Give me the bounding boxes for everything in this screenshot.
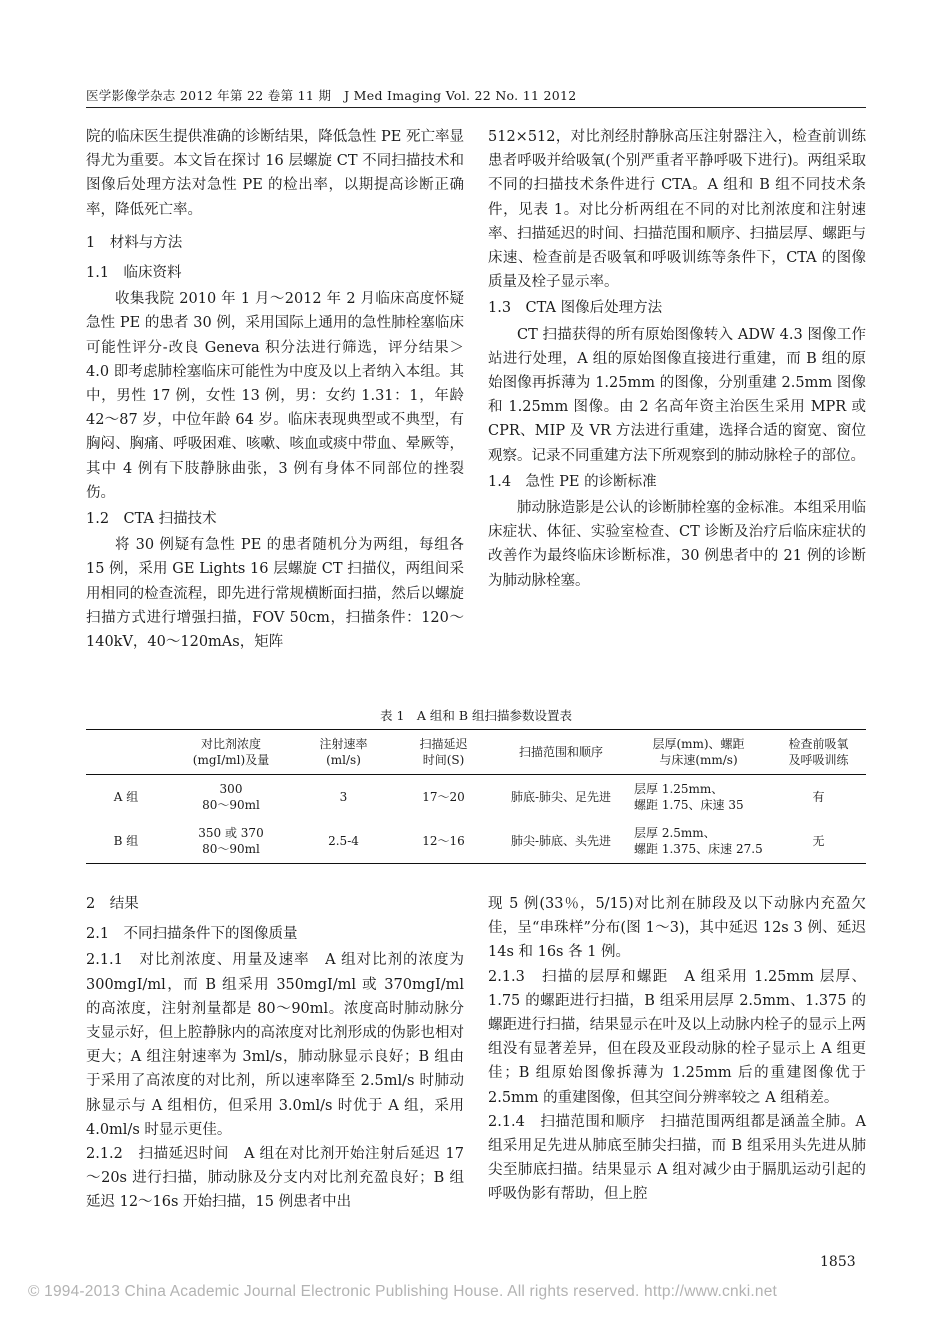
table-cell: B 组 xyxy=(113,834,139,848)
subsection-heading: 1.4 急性 PE 的诊断标准 xyxy=(488,473,657,490)
left-column-bottom xyxy=(86,892,464,1215)
table-cell: 层厚 1.25mm、 螺距 1.75、床速 35 xyxy=(634,782,744,812)
section-heading: 2 结果 xyxy=(86,896,139,912)
table-cell: 350 或 370 80～90ml xyxy=(198,826,264,856)
section-heading: 1 材料与方法 xyxy=(86,234,183,251)
table-header-cell xyxy=(86,730,166,775)
table-cell: 17～20 xyxy=(422,790,465,804)
subsection-heading: 1.2 CTA 扫描技术 xyxy=(86,511,217,528)
table-cell: 3 xyxy=(339,790,348,804)
scan-parameter-table xyxy=(86,729,866,864)
paragraph: 肺动脉造影是公认的诊断肺栓塞的金标准。本组采用临床症状、体征、实验室检查、CT 诊断及治疗后临床症状的改善作为最终临床诊断标准，30 例患者中的 21 例的诊断为肺动脉栓塞。 xyxy=(488,500,866,589)
table-cell: A 组 xyxy=(113,790,139,804)
right-column-bottom xyxy=(488,892,866,1207)
table-header-cell: 检查前吸氧 及呼吸训练 xyxy=(788,737,849,767)
table-cell: 无 xyxy=(812,834,825,848)
paragraph: 将 30 例疑有急性 PE 的患者随机分为两组，每组各 15 例，采用 GE Lights 16 层螺旋 CT 扫描仪，两组间采用相同的检查流程，即先进行常规横断面扫描，然后以螺旋扫描方式进行增强扫描，FOV 50cm，扫描条件：120～140kV，40～120mAs，矩阵 xyxy=(86,537,464,651)
paragraph: 收集我院 2010 年 1 月～2012 年 2 月临床高度怀疑急性 PE 的患者 30 例，采用国际上通用的急性肺栓塞临床可能性评分-改良 Geneva 积分法进行筛选，评分结果＞4.0 即考虑肺栓塞临床可能性为中度及以上者纳入本组。其中，男性 17 例，女性 13 例，男：女约 1.31：1，年龄 42～87 岁，中位年龄 64 岁。临床表现典型或不典型，有胸闷、胸痛、呼吸困难、咳嗽、咳血或痰中带血、晕厥等，其中 4 例有下肢静脉曲张，3 例有身体不同部位的挫裂伤。 xyxy=(86,291,464,501)
table-cell: 肺尖-肺底、头先进 xyxy=(510,834,612,848)
table-header-cell: 扫描范围和顺序 xyxy=(518,745,603,759)
table-header-cell: 对比剂浓度 (mgI/ml)及量 xyxy=(192,737,270,767)
subsection-heading: 1.1 临床资料 xyxy=(86,265,182,282)
paragraph: 2.1.1 对比剂浓度、用量及速率 A 组对比剂的浓度为 300mgI/ml，而 B 组采用 350mgI/ml 或 370mgI/ml 的高浓度，注射剂量都是 80～90ml。浓度高时肺动脉分支显示好，但上腔静脉内的高浓度对比剂形成的伪影也相对更大；A 组注射速率为 3ml/s，肺动脉显示良好；B 组由于采用了高浓度的对比剂，所以速率降至 2.5ml/s 时肺动脉显示与 A 组相仿，但采用 3.0ml/s 时优于 A 组，采用 4.0ml/s 时显示更佳。 xyxy=(86,952,464,1138)
table-header-cell: 注射速率 (ml/s) xyxy=(319,737,368,767)
paragraph: 2.1.4 扫描范围和顺序 扫描范围两组都是涵盖全肺。A 组采用足先进从肺底至肺尖扫描，而 B 组采用头先进从肺尖至肺底扫描。结果显示 A 组对减少由于膈肌运动引起的呼吸伪影有帮助，但上腔 xyxy=(488,1113,866,1203)
table-row xyxy=(86,775,866,820)
right-column-top xyxy=(488,125,866,593)
left-column-top xyxy=(86,125,464,654)
paragraph: CT 扫描获得的所有原始图像转入 ADW 4.3 图像工作站进行处理，A 组的原始图像直接进行重建，而 B 组的原始图像再拆薄为 1.25mm 的图像，分别重建 2.5mm 图像和 1.25mm 图像。由 2 名高年资主治医生采用 MPR 或 CPR、MIP 及 VR 方法进行重建，选择合适的窗宽、窗位观察。记录不同重建方法下所观察到的肺动脉栓子的部位。 xyxy=(488,326,866,464)
header-rule xyxy=(86,107,866,108)
subsection-heading: 2.1 不同扫描条件下的图像质量 xyxy=(86,926,298,943)
paragraph: 现 5 例(33％，5/15)对比剂在肺段及以下动脉内充盈欠佳，呈“串珠样”分布(图 1～3)，其中延迟 12s 3 例、延迟 14s 和 16s 各 1 例。 xyxy=(488,896,866,961)
table-header-row xyxy=(86,730,866,775)
subsection-heading: 1.3 CTA 图像后处理方法 xyxy=(488,300,663,317)
table-cell: 2.5-4 xyxy=(328,834,359,848)
table-header-cell: 层厚(mm)、螺距 与床速(mm/s) xyxy=(652,737,745,767)
table-cell: 300 80～90ml xyxy=(202,782,260,812)
page-number: 1853 xyxy=(820,1254,856,1270)
paragraph: 2.1.2 扫描延迟时间 A 组在对比剂开始注射后延迟 17～20s 进行扫描，肺动脉及分支内对比剂充盈良好；B 组延迟 12～16s 开始扫描，15 例患者中出 xyxy=(86,1146,464,1211)
paragraph: 院的临床医生提供准确的诊断结果，降低急性 PE 死亡率显得尤为重要。本文旨在探讨 16 层螺旋 CT 不同扫描技术和图像后处理方法对急性 PE 的检出率，以期提高诊断正确率，降低死亡率。 xyxy=(86,129,464,218)
paragraph: 512×512，对比剂经肘静脉高压注射器注入，检查前训练患者呼吸并给吸氧(个别严重者平静呼吸下进行)。两组采取不同的扫描技术条件进行 CTA。A 组和 B 组不同技术条件，见表 1。对比分析两组在不同的对比剂浓度和注射速率、扫描延迟的时间、扫描范围和顺序、扫描层厚、螺距与床速、检查前是否吸氧和呼吸训练等条件下，CTA 的图像质量及栓子显示率。 xyxy=(488,129,866,291)
table-cell: 12～16 xyxy=(422,834,465,848)
table-cell: 肺底-肺尖、足先进 xyxy=(510,790,612,804)
table-row xyxy=(86,819,866,864)
copyright-footer: © 1994-2013 China Academic Journal Electronic Publishing House. All rights reserved. http://www.cnki.net xyxy=(28,1283,778,1300)
table-cell: 有 xyxy=(812,790,825,804)
running-header: 医学影像学杂志 2012 年第 22 卷第 11 期 J Med Imaging Vol. 22 No. 11 2012 xyxy=(86,88,577,103)
table-caption: 表 1 A 组和 B 组扫描参数设置表 xyxy=(379,708,573,723)
table-cell: 层厚 2.5mm、 螺距 1.375、床速 27.5 xyxy=(634,826,763,856)
paragraph: 2.1.3 扫描的层厚和螺距 A 组采用 1.25mm 层厚、1.75 的螺距进行扫描，B 组采用层厚 2.5mm、1.375 的螺距进行扫描，结果显示在叶及以上动脉内栓子的显示上两组没有显著差异，但在段及亚段动脉的栓子显示上 A 组更佳；B 组原始图像拆薄为 1.25mm 后的重建图像优于 2.5mm 的重建图像，但其空间分辨率较之 A 组稍差。 xyxy=(488,968,866,1106)
table-header-cell: 扫描延迟 时间(S) xyxy=(419,737,468,767)
